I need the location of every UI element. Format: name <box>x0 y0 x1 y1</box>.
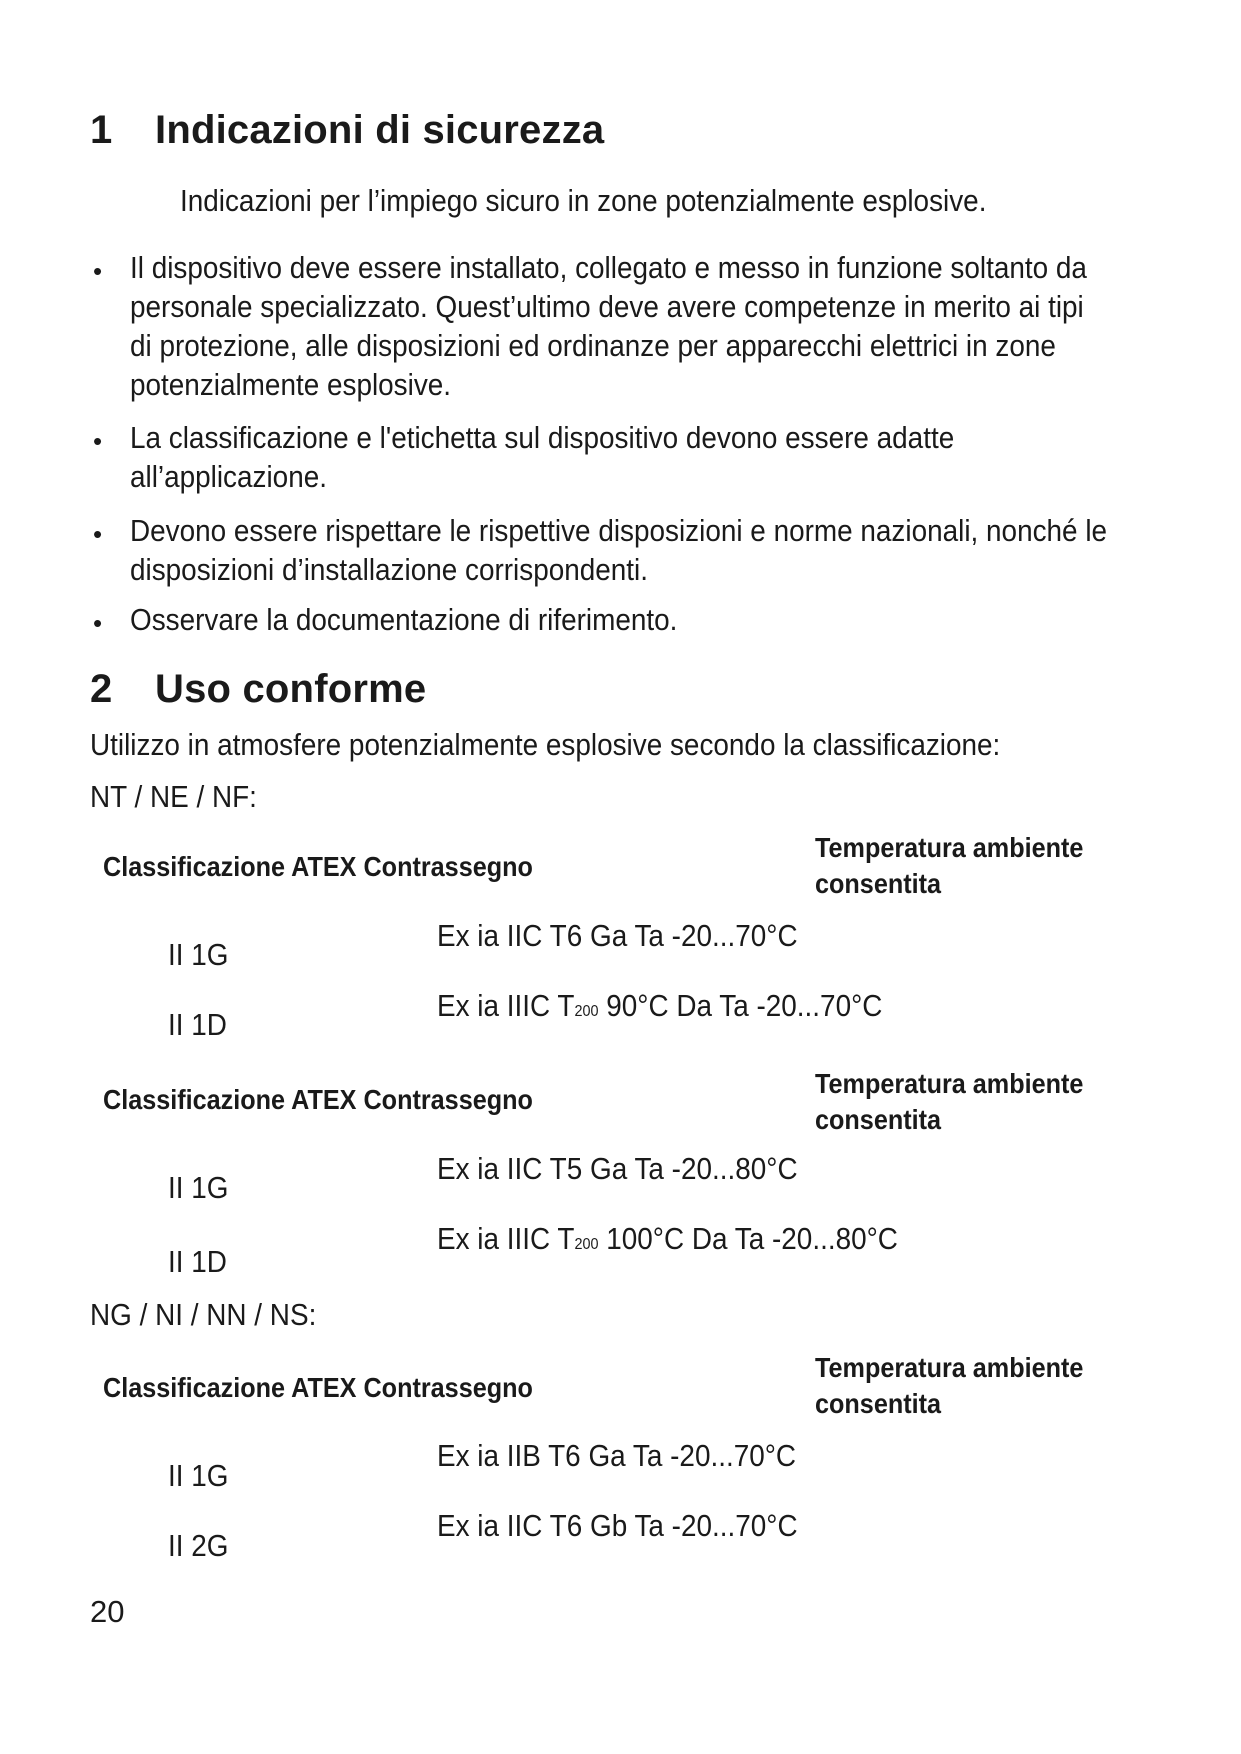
table-2-header-temperature: Temperatura ambiente consentita <box>815 1068 1084 1135</box>
bullet-2: • <box>93 426 103 456</box>
table-3-row-2-marking: Ex ia IIC T6 Gb Ta -20...70°C <box>437 1508 798 1543</box>
table-2-row-1-class: II 1G <box>168 1170 229 1205</box>
section-1-number: 1 <box>90 108 113 152</box>
section-1-intro: Indicazioni per l’impiego sicuro in zone potenzialmente esplosive. <box>180 183 987 218</box>
table-3-header-temperature: Temperatura ambiente consentita <box>815 1352 1084 1419</box>
bullet-3: • <box>93 519 103 549</box>
table-3-header-classification: Classificazione ATEX Contrassegno <box>103 1372 533 1403</box>
bullet-4: • <box>93 608 103 638</box>
table-3-row-2-class: II 2G <box>168 1528 229 1563</box>
section-1-title: Indicazioni di sicurezza <box>155 108 605 152</box>
table-2-header-classification: Classificazione ATEX Contrassegno <box>103 1084 533 1115</box>
table-1-row-1-marking: Ex ia IIC T6 Ga Ta -20...70°C <box>437 918 798 953</box>
table-1-header-classification: Classificazione ATEX Contrassegno <box>103 851 533 882</box>
bullet-text-1: Il dispositivo deve essere installato, collegato e messo in funzione soltanto da personale specializzato. Quest’ultimo deve avere competenze in merito ai tipi di protezione, alle disposizioni ed ordinanze per apparecchi elettrici in zone potenzialmente esplosive. <box>130 250 1087 402</box>
section-2-title: Uso conforme <box>155 667 427 711</box>
table-1-row-2-class: II 1D <box>168 1007 227 1042</box>
table-2-row-1-marking: Ex ia IIC T5 Ga Ta -20...80°C <box>437 1151 798 1186</box>
group-label-nt-ne-nf: NT / NE / NF: <box>90 779 257 814</box>
table-2-row-2-class: II 1D <box>168 1244 227 1279</box>
page-number: 20 <box>90 1594 125 1629</box>
table-3-row-1-class: II 1G <box>168 1458 229 1493</box>
bullet-text-3: Devono essere rispettare le rispettive disposizioni e norme nazionali, nonché le disposizioni d’installazione corrispondenti. <box>130 513 1108 587</box>
section-2-number: 2 <box>90 667 113 711</box>
group-label-ng-ni-nn-ns: NG / NI / NN / NS: <box>90 1297 317 1332</box>
bullet-1: • <box>93 256 103 286</box>
bullet-text-4: Osservare la documentazione di riferimento. <box>130 602 678 637</box>
bullet-text-2: La classificazione e l'etichetta sul dispositivo devono essere adatte all’applicazione. <box>130 420 955 494</box>
table-2-row-2-marking: Ex ia IIIC T200 100°C Da Ta -20...80°C <box>437 1221 898 1256</box>
table-1-row-2-marking: Ex ia IIIC T200 90°C Da Ta -20...70°C <box>437 988 883 1023</box>
section-2-intro: Utilizzo in atmosfere potenzialmente esplosive secondo la classificazione: <box>90 727 1001 762</box>
table-1-row-1-class: II 1G <box>168 937 229 972</box>
table-1-header-temperature: Temperatura ambiente consentita <box>815 832 1084 899</box>
table-3-row-1-marking: Ex ia IIB T6 Ga Ta -20...70°C <box>437 1438 797 1473</box>
